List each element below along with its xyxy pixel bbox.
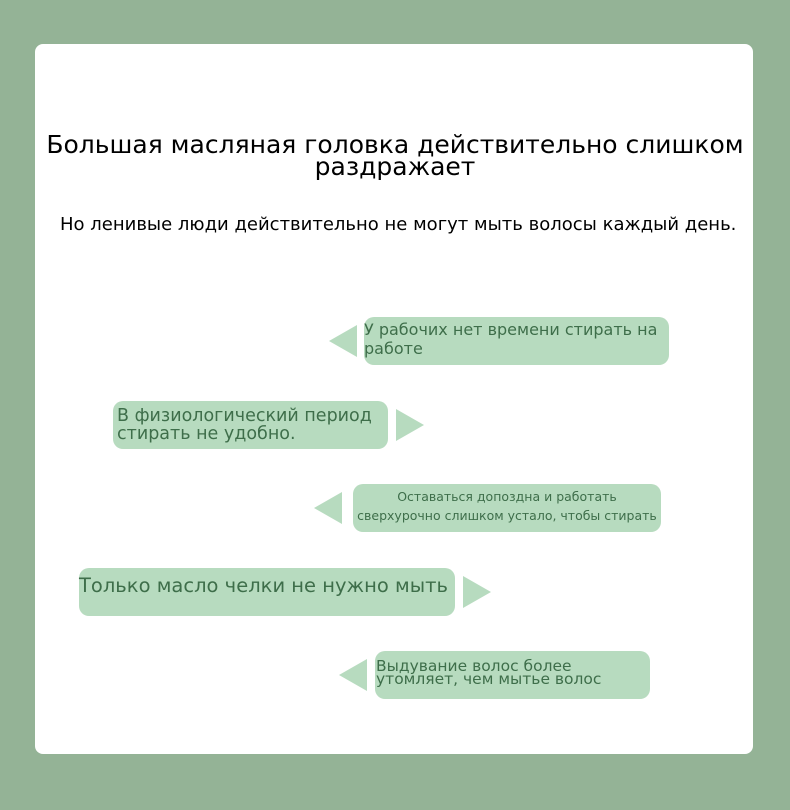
reason-bubble-4: Только масло челки не нужно мыть [79, 568, 455, 616]
arrow-left-icon [339, 659, 367, 691]
arrow-right-icon [463, 576, 491, 608]
reason-bubble-3: Оставаться допоздна и работать сверхурочно слишком устало, чтобы стирать [353, 484, 661, 532]
diagram-title: Большая масляная головка действительно слишком раздражает [46, 130, 744, 181]
arrow-left-icon [329, 325, 357, 357]
arrow-left-icon [314, 492, 342, 524]
reason-bubble-1: У рабочих нет времени стирать на работе [364, 317, 669, 365]
reason-bubble-2: В физиологический период стирать не удобно. [113, 401, 388, 449]
arrow-right-icon [396, 409, 424, 441]
reason-bubble-5: Выдувание волос более утомляет, чем мытье волос [375, 651, 650, 699]
diagram-subtitle: Но ленивые люди действительно не могут мыть волосы каждый день. [60, 214, 737, 235]
